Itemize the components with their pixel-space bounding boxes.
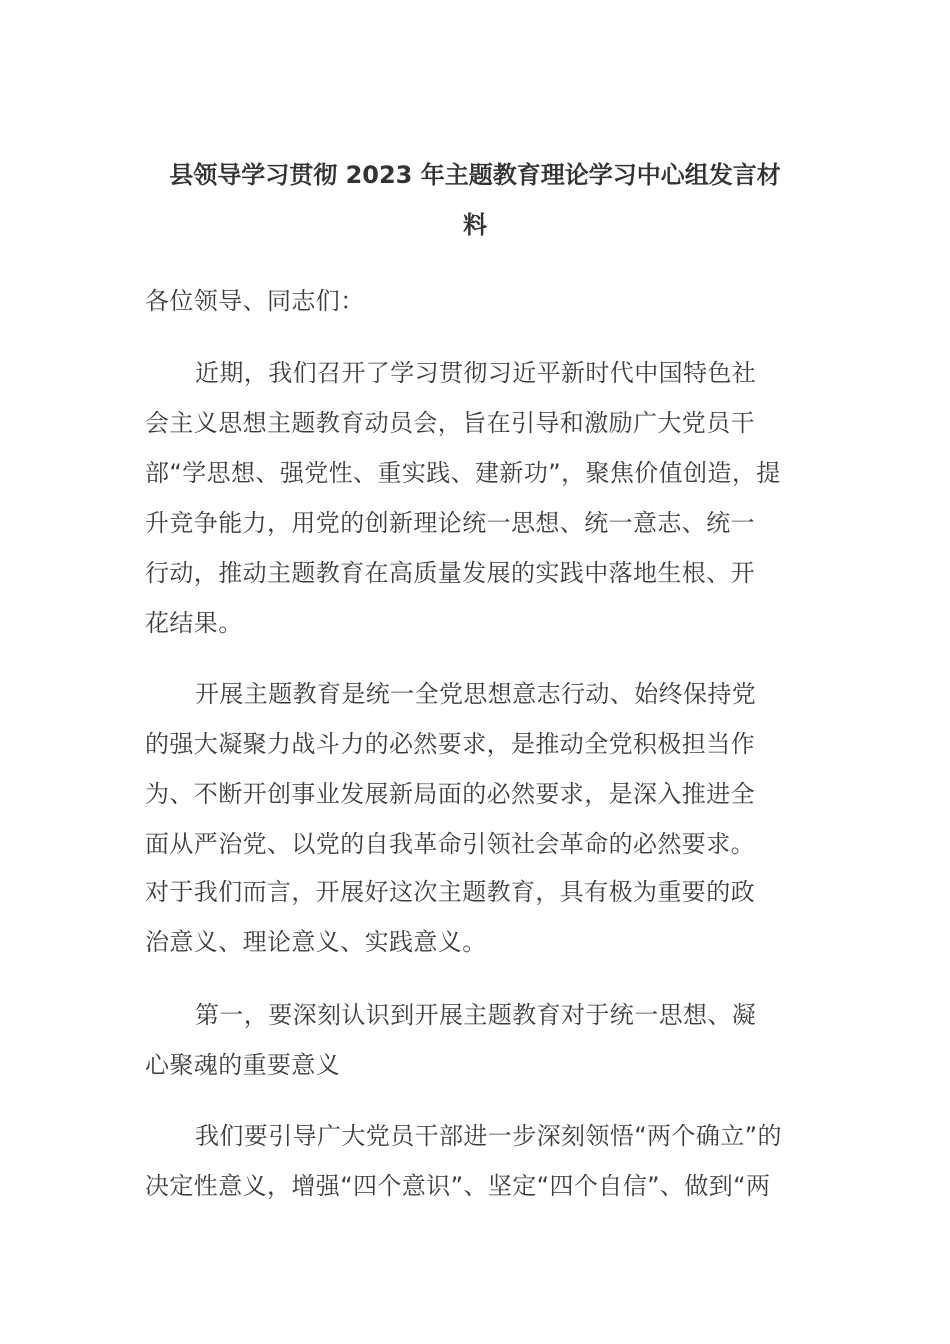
paragraph-line: 会主义思想主题教育动员会，旨在引导和激励广大党员干: [145, 409, 755, 437]
paragraph-line: 部“学思想、强党性、重实践、建新功”，聚焦价值创造，提: [145, 459, 781, 487]
paragraph-line: 对于我们而言，开展好这次主题教育，具有极为重要的政: [145, 878, 755, 906]
paragraph-line: 治意义、理论意义、实践意义。: [145, 928, 487, 956]
paragraph-line: 面从严治党、以党的自我革命引领社会革命的必然要求。: [145, 830, 755, 858]
paragraph-line: 升竞争能力，用党的创新理论统一思想、统一意志、统一: [145, 509, 755, 537]
paragraph-line: 花结果。: [145, 609, 243, 637]
paragraph-line: 决定性意义，增强“四个意识”、坚定“四个自信”、做到“两: [145, 1172, 771, 1200]
paragraph-line: 的强大凝聚力战斗力的必然要求，是推动全党积极担当作: [145, 730, 755, 758]
document-title-line-1: 县领导学习贯彻 2023 年主题教育理论学习中心组发言材: [169, 161, 781, 189]
paragraph-line: 为、不断开创事业发展新局面的必然要求，是深入推进全: [145, 780, 755, 808]
paragraph-line: 近期，我们召开了学习贯彻习近平新时代中国特色社: [195, 359, 757, 387]
paragraph-line: 心聚魂的重要意义: [145, 1051, 341, 1079]
paragraph-line: 我们要引导广大党员干部进一步深刻领悟“两个确立”的: [195, 1122, 782, 1150]
paragraph-line: 第一，要深刻认识到开展主题教育对于统一思想、凝: [195, 1001, 757, 1029]
salutation: 各位领导、同志们：: [145, 287, 365, 315]
paragraph-line: 行动，推动主题教育在高质量发展的实践中落地生根、开: [145, 559, 755, 587]
document-title-line-2: 料: [463, 211, 487, 239]
paragraph-line: 开展主题教育是统一全党思想意志行动、始终保持党: [195, 680, 757, 708]
